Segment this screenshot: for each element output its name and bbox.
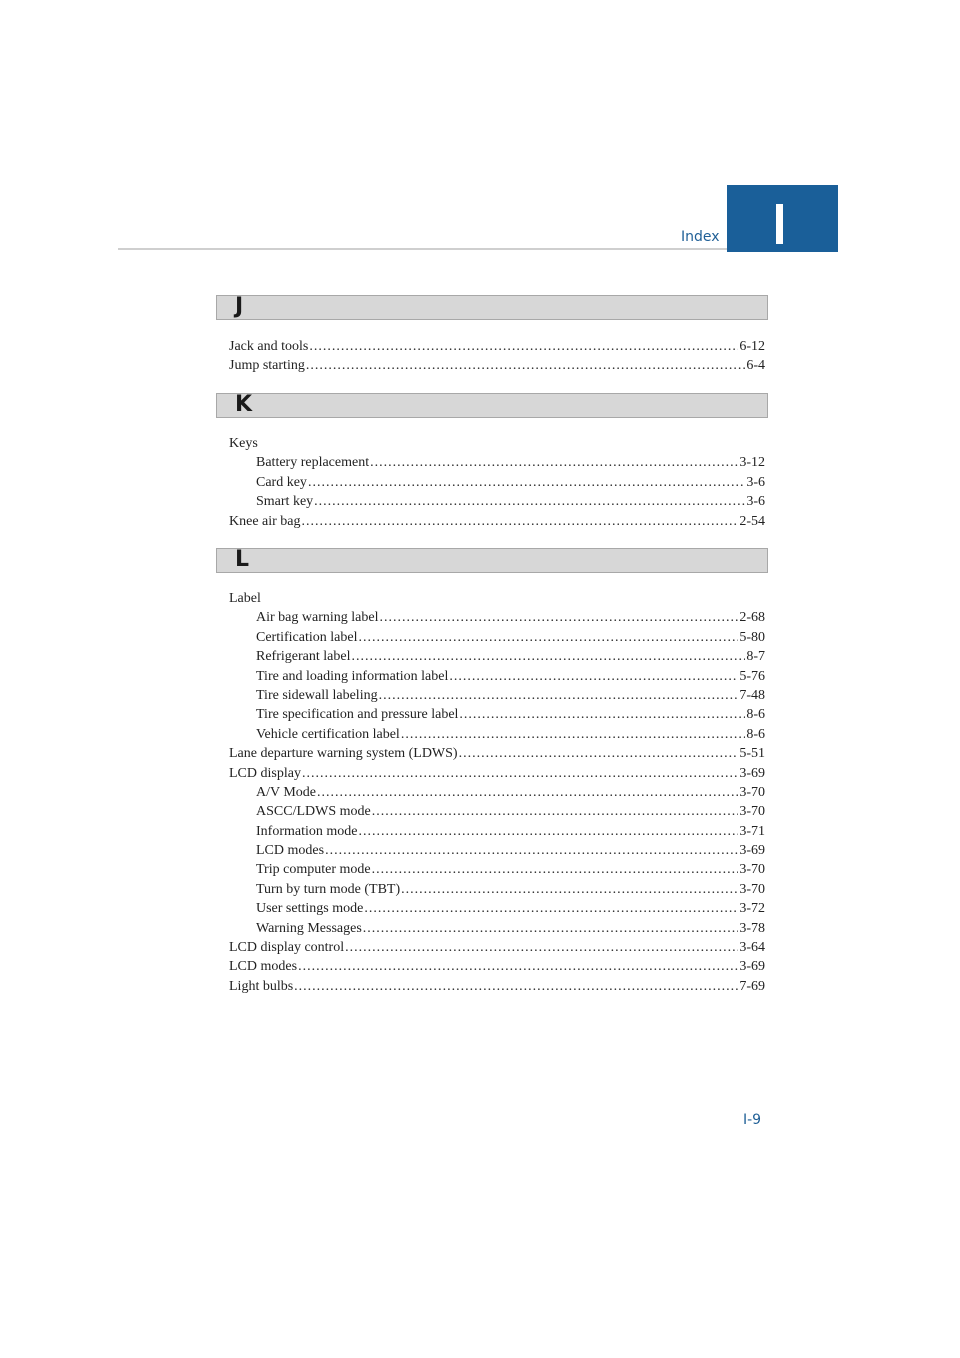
index-entry	[229, 705, 765, 724]
section-entries-k	[229, 434, 765, 531]
index-entry	[229, 783, 765, 802]
entry-page-ref[interactable]: 3-71	[739, 823, 765, 839]
dot-leader	[308, 473, 745, 492]
index-entry	[229, 822, 765, 841]
chapter-tab-letter	[776, 204, 783, 244]
entry-page-ref[interactable]: 3-69	[739, 765, 765, 781]
entry-page-ref[interactable]: 7-69	[739, 978, 765, 994]
entry-label: LCD display	[229, 765, 301, 781]
index-entry	[229, 841, 765, 860]
entry-label: Certification label	[256, 629, 358, 645]
header-rule	[118, 248, 728, 250]
entry-page-ref[interactable]: 7-48	[739, 687, 765, 703]
dot-leader	[317, 783, 738, 802]
entry-page-ref[interactable]: 3-70	[739, 862, 765, 878]
entry-label: Jump starting	[229, 358, 305, 374]
entry-label: Lane departure warning system (LDWS)	[229, 746, 458, 762]
entry-label: Keys	[229, 436, 258, 451]
index-entry	[229, 725, 765, 744]
section-letter: J	[235, 294, 244, 319]
dot-leader	[401, 880, 738, 899]
entry-page-ref[interactable]: 2-54	[739, 513, 765, 529]
index-entry	[229, 686, 765, 705]
entry-page-ref[interactable]: 8-6	[746, 707, 765, 723]
dot-leader	[345, 938, 738, 957]
entry-label: Information mode	[256, 823, 358, 839]
entry-page-ref[interactable]: 3-69	[739, 843, 765, 859]
entry-page-ref[interactable]: 6-4	[746, 358, 765, 374]
dot-leader	[325, 841, 738, 860]
entry-page-ref[interactable]: 2-68	[739, 610, 765, 626]
index-entry	[229, 744, 765, 763]
entry-label: Light bulbs	[229, 978, 294, 994]
index-entry	[229, 764, 765, 783]
entry-label: A/V Mode	[256, 784, 317, 800]
dot-leader	[459, 705, 745, 724]
entry-page-ref[interactable]: 3-70	[739, 784, 765, 800]
section-header-k	[216, 393, 768, 418]
dot-leader	[309, 337, 738, 356]
entry-page-ref[interactable]: 5-76	[739, 668, 765, 684]
dot-leader	[298, 957, 738, 976]
entry-page-ref[interactable]: 8-6	[746, 726, 765, 742]
entry-label: Refrigerant label	[256, 649, 351, 665]
dot-leader	[306, 356, 745, 375]
index-entry	[229, 356, 765, 375]
index-entry	[229, 977, 765, 996]
dot-leader	[358, 628, 738, 647]
entry-label: Knee air bag	[229, 513, 301, 529]
index-entry	[229, 938, 765, 957]
entry-label: Warning Messages	[256, 920, 362, 936]
entry-page-ref[interactable]: 3-12	[739, 455, 765, 471]
entry-label: Battery replacement	[256, 455, 370, 471]
entry-label: ASCC/LDWS mode	[256, 804, 371, 820]
entry-page-ref[interactable]: 3-70	[739, 804, 765, 820]
section-header-l	[216, 548, 768, 573]
entry-page-ref[interactable]: 3-72	[739, 901, 765, 917]
entry-label: User settings mode	[256, 901, 364, 917]
entry-label: Turn by turn mode (TBT)	[256, 881, 401, 897]
entry-page-ref[interactable]: 3-6	[746, 494, 765, 510]
entry-label: Trip computer mode	[256, 862, 371, 878]
index-entry	[229, 957, 765, 976]
index-entry	[229, 337, 765, 356]
index-entry	[229, 860, 765, 879]
section-letter: K	[235, 392, 253, 417]
entry-label: LCD modes	[229, 959, 298, 975]
entry-page-ref[interactable]: 8-7	[746, 649, 765, 665]
entry-label: Smart key	[256, 494, 314, 510]
index-entry	[229, 589, 765, 608]
dot-leader	[364, 899, 738, 918]
entry-page-ref[interactable]: 5-51	[739, 746, 765, 762]
dot-leader	[372, 860, 739, 879]
index-entry	[229, 647, 765, 666]
dot-leader	[314, 492, 745, 511]
index-entry	[229, 434, 765, 453]
entry-page-ref[interactable]: 3-64	[739, 940, 765, 956]
entry-page-ref[interactable]: 6-12	[739, 339, 765, 354]
index-entry	[229, 453, 765, 472]
entry-page-ref[interactable]: 3-6	[746, 474, 765, 490]
entry-label: Label	[229, 591, 261, 606]
entry-page-ref[interactable]: 3-70	[739, 881, 765, 897]
index-entry	[229, 512, 765, 531]
section-letter: L	[235, 547, 250, 572]
index-entry	[229, 919, 765, 938]
entry-label: LCD modes	[256, 843, 325, 859]
entry-label: Tire and loading information label	[256, 668, 449, 684]
page-number: I-9	[743, 1112, 762, 1128]
dot-leader	[379, 608, 738, 627]
dot-leader	[372, 802, 739, 821]
entry-label: Card key	[256, 474, 307, 490]
dot-leader	[379, 686, 739, 705]
index-entry	[229, 608, 765, 627]
header-section-label: Index	[681, 229, 720, 245]
entry-label: Jack and tools	[229, 339, 309, 354]
index-entry	[229, 667, 765, 686]
dot-leader	[459, 744, 739, 763]
index-entry	[229, 802, 765, 821]
dot-leader	[351, 647, 745, 666]
index-entry	[229, 880, 765, 899]
dot-leader	[449, 667, 738, 686]
dot-leader	[370, 453, 738, 472]
entry-label: Tire sidewall labeling	[256, 687, 378, 703]
index-entry	[229, 628, 765, 647]
index-entry	[229, 492, 765, 511]
entry-page-ref[interactable]: 3-78	[739, 920, 765, 936]
entry-label: LCD display control	[229, 940, 345, 956]
entry-page-ref[interactable]: 5-80	[739, 629, 765, 645]
section-header-j	[216, 295, 768, 320]
section-entries-l	[229, 589, 765, 996]
dot-leader	[294, 977, 738, 996]
index-entry	[229, 899, 765, 918]
dot-leader	[302, 764, 738, 783]
section-entries-j	[229, 337, 765, 376]
dot-leader	[358, 822, 738, 841]
entry-label: Air bag warning label	[256, 610, 379, 626]
dot-leader	[302, 512, 739, 531]
entry-label: Vehicle certification label	[256, 726, 400, 742]
entry-page-ref[interactable]: 3-69	[739, 959, 765, 975]
entry-label: Tire specification and pressure label	[256, 707, 459, 723]
dot-leader	[363, 919, 739, 938]
index-entry	[229, 473, 765, 492]
dot-leader	[401, 725, 746, 744]
